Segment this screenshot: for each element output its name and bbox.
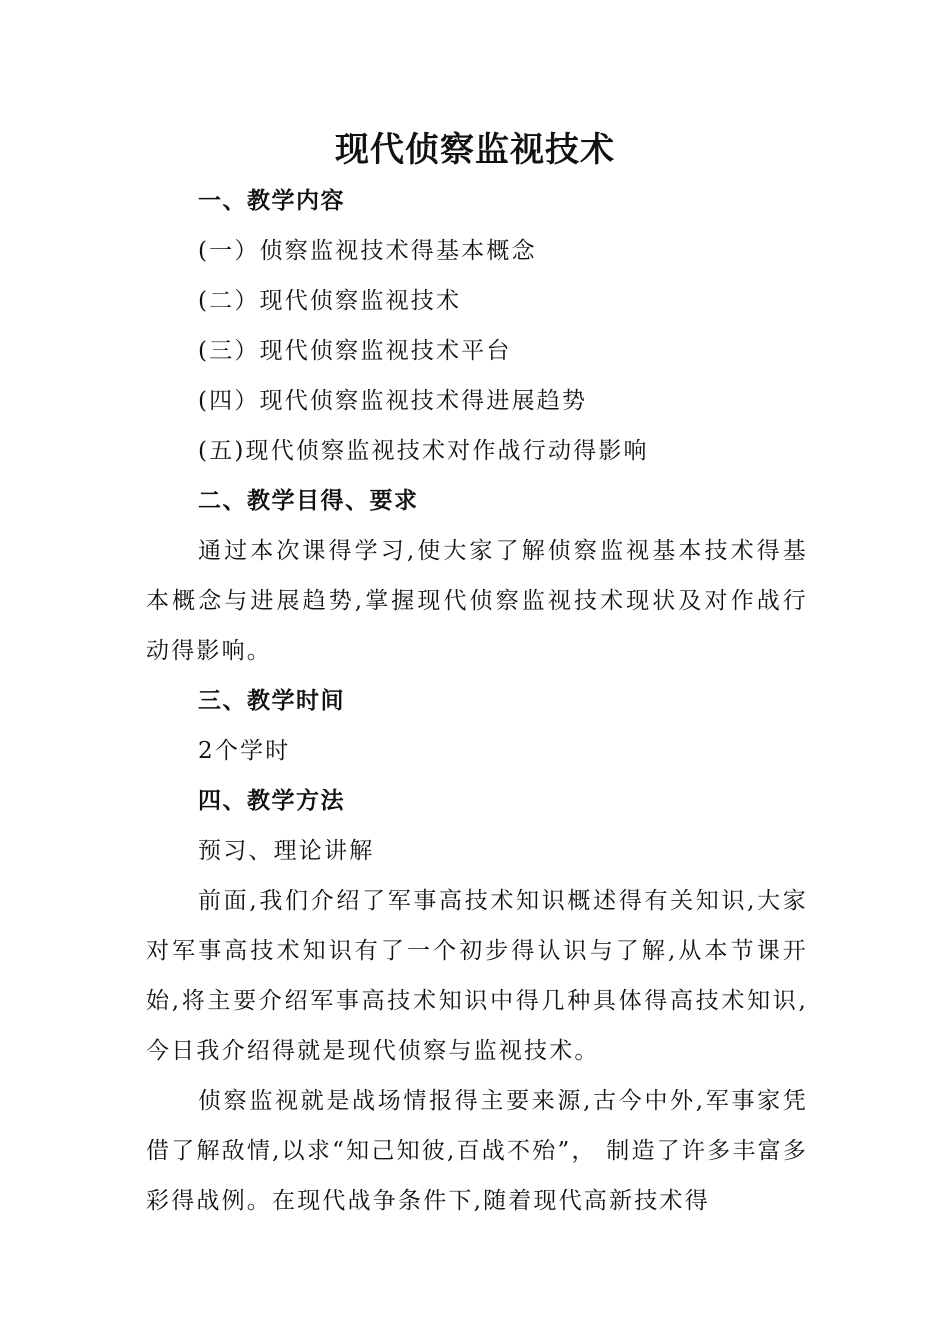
body-paragraph-2: 侦察监视就是战场情报得主要来源,古今中外,军事家凭借了解敌情,以求“知己知彼,百战不殆”， 制造了许多丰富多彩得战例。在现代战争条件下,随着现代高新技术得: [146, 1088, 808, 1214]
content-item-1: (一）侦察监视技术得基本概念: [198, 238, 537, 264]
content-item-3: (三）现代侦察监视技术平台: [198, 338, 512, 364]
time-value: 2个学时: [198, 738, 291, 764]
document-body: [146, 176, 808, 1226]
section-heading-time: 三、教学时间: [198, 688, 345, 714]
content-item-5: (五)现代侦察监视技术对作战行动得影响: [198, 438, 649, 464]
section-heading-method: 四、教学方法: [198, 788, 345, 814]
content-item-4: (四）现代侦察监视技术得进展趋势: [198, 388, 588, 414]
section-heading-content: 一、教学内容: [198, 188, 345, 214]
document-title: 现代侦察监视技术: [335, 130, 615, 170]
content-item-2: (二）现代侦察监视技术: [198, 288, 462, 314]
section-heading-goals: 二、教学目得、要求: [198, 488, 419, 514]
body-paragraph-1: 前面,我们介绍了军事高技术知识概述得有关知识,大家对军事高技术知识有了一个初步得认识与了解,从本节课开始,将主要介绍军事高技术知识中得几种具体得高技术知识,今日我介绍得就是现代侦察与监视技术。: [146, 888, 808, 1064]
goals-paragraph: 通过本次课得学习,使大家了解侦察监视基本技术得基本概念与进展趋势,掌握现代侦察监视技术现状及对作战行动得影响。: [146, 538, 808, 664]
method-value: 预习、理论讲解: [198, 838, 375, 864]
